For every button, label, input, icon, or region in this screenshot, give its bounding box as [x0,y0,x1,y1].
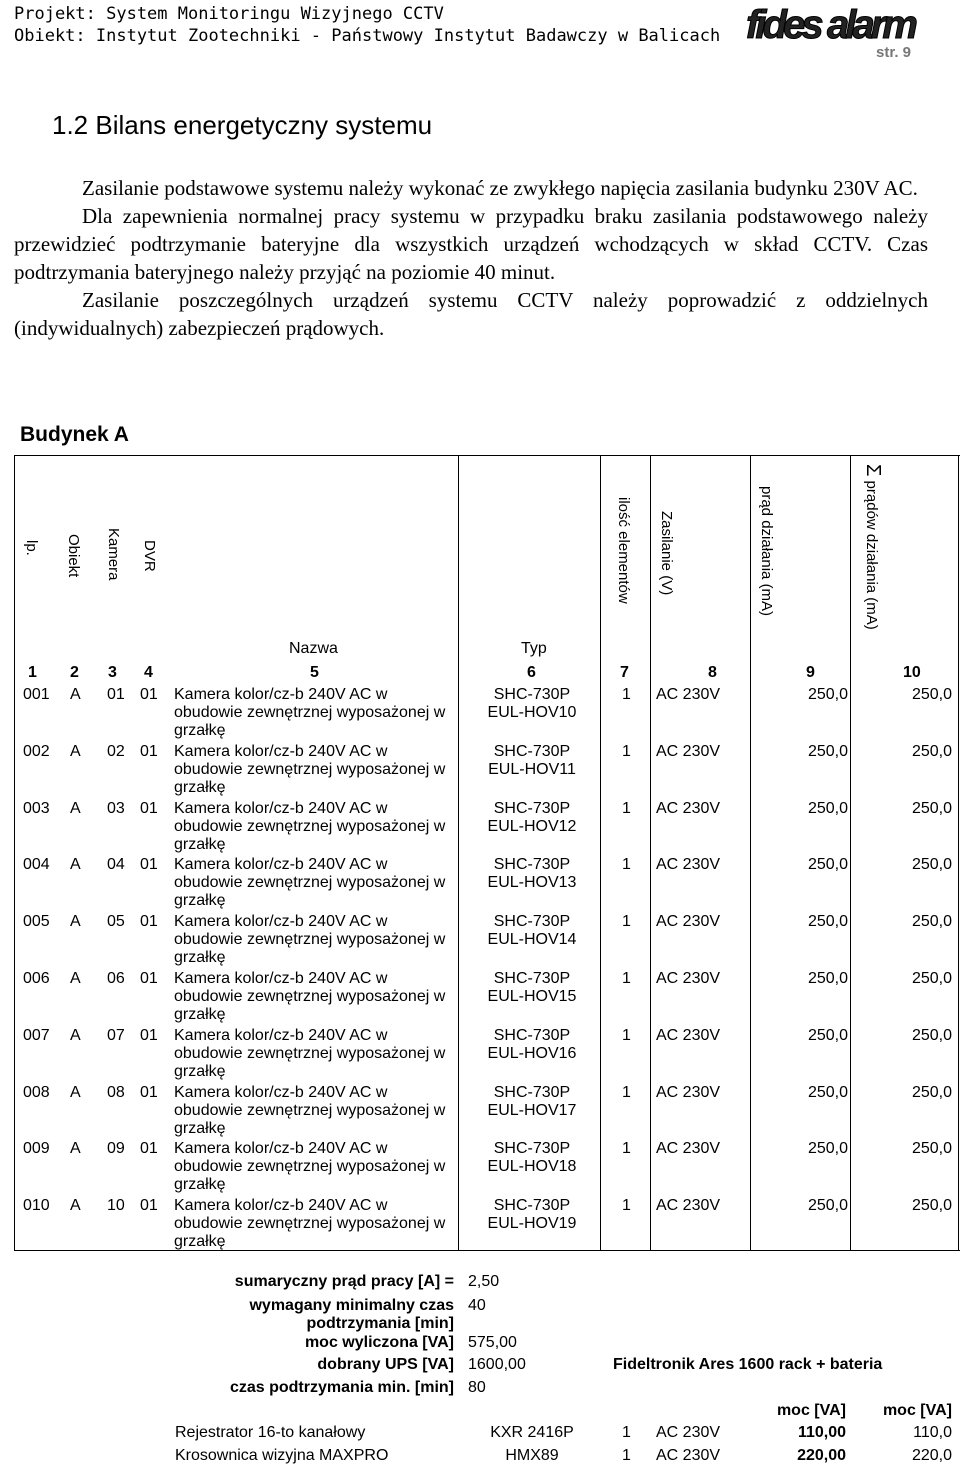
row-typ: SHC-730P [493,686,571,703]
row-zasilanie: AC 230V [656,743,721,760]
intro-paragraph: Dla zapewnienia normalnej pracy systemu w przypadku braku zasilania podstawowego należy przewidzieć podtrzymanie bateryjne dla wszystkich urządzeń wchodzących w skład CCTV. Czas podtrzymania bateryjnego należy przyjąć na poziomie 40 minut. [14,204,928,284]
row-typ: SHC-730P [493,970,571,987]
device-name: Krosownica wizyjna MAXPRO [175,1447,389,1464]
row-nazwa: Kamera kolor/cz-b 240V AC w [174,686,388,703]
row-nazwa: obudowie zewnętrznej wyposażonej w [174,1045,446,1062]
row-nazwa: grzałkę [174,1063,226,1080]
row-typ: EUL-HOV12 [487,818,577,835]
row-ilosc: 1 [622,1084,631,1101]
device-power: 110,00 [797,1424,846,1441]
row-kamera: 07 [107,1027,125,1044]
header-ilosc: ilość elementów [615,497,632,604]
row-prad: 250,0 [807,913,848,930]
row-typ: EUL-HOV14 [487,931,577,948]
row-dvr: 01 [140,686,158,703]
row-ilosc: 1 [622,970,631,987]
device-type: HMX89 [505,1447,559,1464]
device-power-total: 110,0 [913,1424,952,1441]
table-border [14,1250,960,1251]
row-typ: SHC-730P [493,1027,571,1044]
row-lp: 009 [23,1140,50,1157]
row-typ: SHC-730P [493,800,571,817]
header-lp: lp. [23,540,40,556]
table-divider [750,455,751,1251]
row-typ: EUL-HOV15 [487,988,577,1005]
row-dvr: 01 [140,970,158,987]
row-typ: EUL-HOV16 [487,1045,577,1062]
row-ilosc: 1 [622,800,631,817]
device-qty: 1 [622,1447,631,1464]
ups-label: dobrany UPS [VA] [317,1356,454,1373]
row-typ: EUL-HOV11 [488,761,576,778]
row-dvr: 01 [140,743,158,760]
row-lp: 004 [23,856,50,873]
row-typ: SHC-730P [493,1140,571,1157]
row-lp: 005 [23,913,50,930]
row-ilosc: 1 [622,913,631,930]
row-nazwa: Kamera kolor/cz-b 240V AC w [174,856,388,873]
row-suma: 250,0 [911,800,952,817]
min-time-label-line: wymagany minimalny czas [249,1297,454,1314]
table-divider [600,455,601,1251]
row-ilosc: 1 [622,743,631,760]
row-zasilanie: AC 230V [656,913,721,930]
col-number: 10 [903,664,921,681]
row-dvr: 01 [140,800,158,817]
row-suma: 250,0 [911,686,952,703]
row-suma: 250,0 [911,1197,952,1214]
device-name: Rejestrator 16-to kanałowy [175,1424,366,1441]
project-header: Projekt: System Monitoringu Wizyjnego CCTV [14,4,444,24]
table-border [14,455,15,1251]
row-kamera: 08 [107,1084,125,1101]
row-zasilanie: AC 230V [656,1140,721,1157]
row-suma: 250,0 [911,1084,952,1101]
min-time-label [214,1297,454,1333]
ups-model: Fideltronik Ares 1600 rack + bateria [613,1356,883,1373]
row-lp: 007 [23,1027,50,1044]
row-zasilanie: AC 230V [656,1197,721,1214]
current-label: sumaryczny prąd pracy [A] = [234,1273,454,1290]
row-nazwa: Kamera kolor/cz-b 240V AC w [174,1197,388,1214]
device-type: KXR 2416P [490,1424,574,1441]
row-zasilanie: AC 230V [656,970,721,987]
row-nazwa: obudowie zewnętrznej wyposażonej w [174,704,446,721]
svg-text:fides alarm: fides alarm [746,3,918,46]
col-number: 8 [708,664,717,681]
row-kamera: 02 [107,743,125,760]
row-suma: 250,0 [911,913,952,930]
row-obiekt: A [70,1197,81,1214]
row-suma: 250,0 [911,856,952,873]
row-suma: 250,0 [911,1027,952,1044]
row-prad: 250,0 [807,1027,848,1044]
row-typ: EUL-HOV17 [487,1102,577,1119]
row-prad: 250,0 [807,1140,848,1157]
power-value: 575,00 [468,1334,517,1351]
row-lp: 010 [23,1197,50,1214]
col-number: 3 [108,664,117,681]
row-prad: 250,0 [807,856,848,873]
row-prad: 250,0 [807,1084,848,1101]
row-nazwa: grzałkę [174,892,226,909]
row-obiekt: A [70,1140,81,1157]
row-lp: 008 [23,1084,50,1101]
device-supply: AC 230V [656,1447,721,1464]
row-kamera: 01 [107,686,125,703]
row-nazwa: obudowie zewnętrznej wyposażonej w [174,874,446,891]
col-number: 2 [70,664,79,681]
building-label: Budynek A [20,423,129,446]
row-obiekt: A [70,686,81,703]
row-ilosc: 1 [622,1197,631,1214]
hold-time-label: czas podtrzymania min. [min] [229,1379,454,1396]
row-obiekt: A [70,856,81,873]
current-value: 2,50 [468,1273,500,1290]
row-zasilanie: AC 230V [656,1027,721,1044]
col-number: 5 [310,664,319,681]
row-kamera: 04 [107,856,125,873]
row-kamera: 09 [107,1140,125,1157]
row-obiekt: A [70,743,81,760]
section-title: 1.2 Bilans energetyczny systemu [52,110,433,140]
row-typ: EUL-HOV10 [487,704,577,721]
header-dvr: DVR [141,540,158,572]
row-dvr: 01 [140,913,158,930]
moc-header: moc [VA] [882,1402,952,1419]
row-prad: 250,0 [807,800,848,817]
object-header: Obiekt: Instytut Zootechniki - Państwowy Instytut Badawczy w Balicach [14,26,721,46]
row-nazwa: grzałkę [174,836,226,853]
row-nazwa: Kamera kolor/cz-b 240V AC w [174,800,388,817]
row-obiekt: A [70,970,81,987]
row-nazwa: grzałkę [174,1120,226,1137]
row-typ: EUL-HOV13 [487,874,577,891]
row-obiekt: A [70,800,81,817]
row-nazwa: Kamera kolor/cz-b 240V AC w [174,970,388,987]
row-dvr: 01 [140,1140,158,1157]
ups-value: 1600,00 [468,1356,526,1373]
moc-header: moc [VA] [776,1402,846,1419]
header-obiekt: Obiekt [65,534,82,578]
row-kamera: 05 [107,913,125,930]
device-supply: AC 230V [656,1424,721,1441]
row-nazwa: Kamera kolor/cz-b 240V AC w [174,1140,388,1157]
row-dvr: 01 [140,1084,158,1101]
row-nazwa: obudowie zewnętrznej wyposażonej w [174,931,446,948]
header-zasilanie: Zasilanie (V) [658,511,675,596]
row-ilosc: 1 [622,856,631,873]
col-number: 7 [620,664,629,681]
row-suma: 250,0 [911,970,952,987]
col-number: 9 [806,664,815,681]
table-border [958,455,959,1251]
fides-alarm-logo [744,0,920,46]
page-number: str. 9 [876,44,912,61]
row-lp: 001 [23,686,50,703]
col-number: 6 [527,664,536,681]
row-nazwa: Kamera kolor/cz-b 240V AC w [174,743,388,760]
min-time-value: 40 [468,1297,486,1314]
row-lp: 006 [23,970,50,987]
row-obiekt: A [70,1084,81,1101]
row-typ: SHC-730P [493,743,571,760]
header-kamera: Kamera [105,528,122,581]
header-typ: Typ [521,640,547,657]
row-kamera: 03 [107,800,125,817]
row-suma: 250,0 [911,743,952,760]
row-typ: EUL-HOV19 [487,1215,577,1232]
row-nazwa: obudowie zewnętrznej wyposażonej w [174,988,446,1005]
col-number: 1 [28,664,37,681]
header-prad: prąd działania (mA) [758,486,775,617]
row-lp: 003 [23,800,50,817]
row-nazwa: obudowie zewnętrznej wyposażonej w [174,1215,446,1232]
row-nazwa: Kamera kolor/cz-b 240V AC w [174,1027,388,1044]
row-suma: 250,0 [911,1140,952,1157]
row-nazwa: grzałkę [174,1233,226,1250]
power-label: moc wyliczona [VA] [304,1334,454,1351]
table-divider [650,455,651,1251]
row-kamera: 10 [107,1197,125,1214]
device-qty: 1 [622,1424,631,1441]
row-typ: SHC-730P [493,1084,571,1101]
row-nazwa: grzałkę [174,1006,226,1023]
row-nazwa: obudowie zewnętrznej wyposażonej w [174,1158,446,1175]
row-nazwa: Kamera kolor/cz-b 240V AC w [174,1084,388,1101]
row-zasilanie: AC 230V [656,686,721,703]
row-nazwa: obudowie zewnętrznej wyposażonej w [174,1102,446,1119]
row-typ: SHC-730P [493,856,571,873]
intro-text [14,174,928,342]
row-zasilanie: AC 230V [656,800,721,817]
row-nazwa: obudowie zewnętrznej wyposażonej w [174,761,446,778]
header-suma [861,464,884,630]
row-ilosc: 1 [622,1140,631,1157]
table-divider [458,455,459,1251]
row-typ: EUL-HOV18 [487,1158,577,1175]
row-prad: 250,0 [807,970,848,987]
device-power-total: 220,0 [911,1447,952,1464]
row-nazwa: Kamera kolor/cz-b 240V AC w [174,913,388,930]
row-kamera: 06 [107,970,125,987]
row-zasilanie: AC 230V [656,856,721,873]
row-ilosc: 1 [622,686,631,703]
row-nazwa: grzałkę [174,779,226,796]
row-prad: 250,0 [807,1197,848,1214]
row-nazwa: grzałkę [174,722,226,739]
hold-time-value: 80 [468,1379,486,1396]
row-obiekt: A [70,1027,81,1044]
row-nazwa: obudowie zewnętrznej wyposażonej w [174,818,446,835]
row-dvr: 01 [140,1197,158,1214]
row-obiekt: A [70,913,81,930]
row-prad: 250,0 [807,686,848,703]
row-typ: SHC-730P [493,913,571,930]
row-nazwa: grzałkę [174,949,226,966]
row-dvr: 01 [140,856,158,873]
intro-paragraph: Zasilanie poszczególnych urządzeń systemu CCTV należy poprowadzić z oddzielnych (indywidualnych) zabezpieczeń prądowych. [14,288,928,340]
header-suma-label: prądów działania (mA) [863,480,880,630]
row-nazwa: grzałkę [174,1176,226,1193]
min-time-label-line: podtrzymania [min] [306,1315,454,1332]
sigma-symbol: Σ [862,464,884,477]
device-power: 220,00 [797,1447,846,1464]
row-dvr: 01 [140,1027,158,1044]
row-prad: 250,0 [807,743,848,760]
row-lp: 002 [23,743,50,760]
row-zasilanie: AC 230V [656,1084,721,1101]
intro-paragraph: Zasilanie podstawowe systemu należy wykonać ze zwykłego napięcia zasilania budynku 230V AC. [82,176,918,200]
row-ilosc: 1 [622,1027,631,1044]
table-divider [850,455,851,1251]
col-number: 4 [144,664,153,681]
table-border [14,455,960,456]
header-nazwa: Nazwa [289,640,338,657]
row-typ: SHC-730P [493,1197,571,1214]
